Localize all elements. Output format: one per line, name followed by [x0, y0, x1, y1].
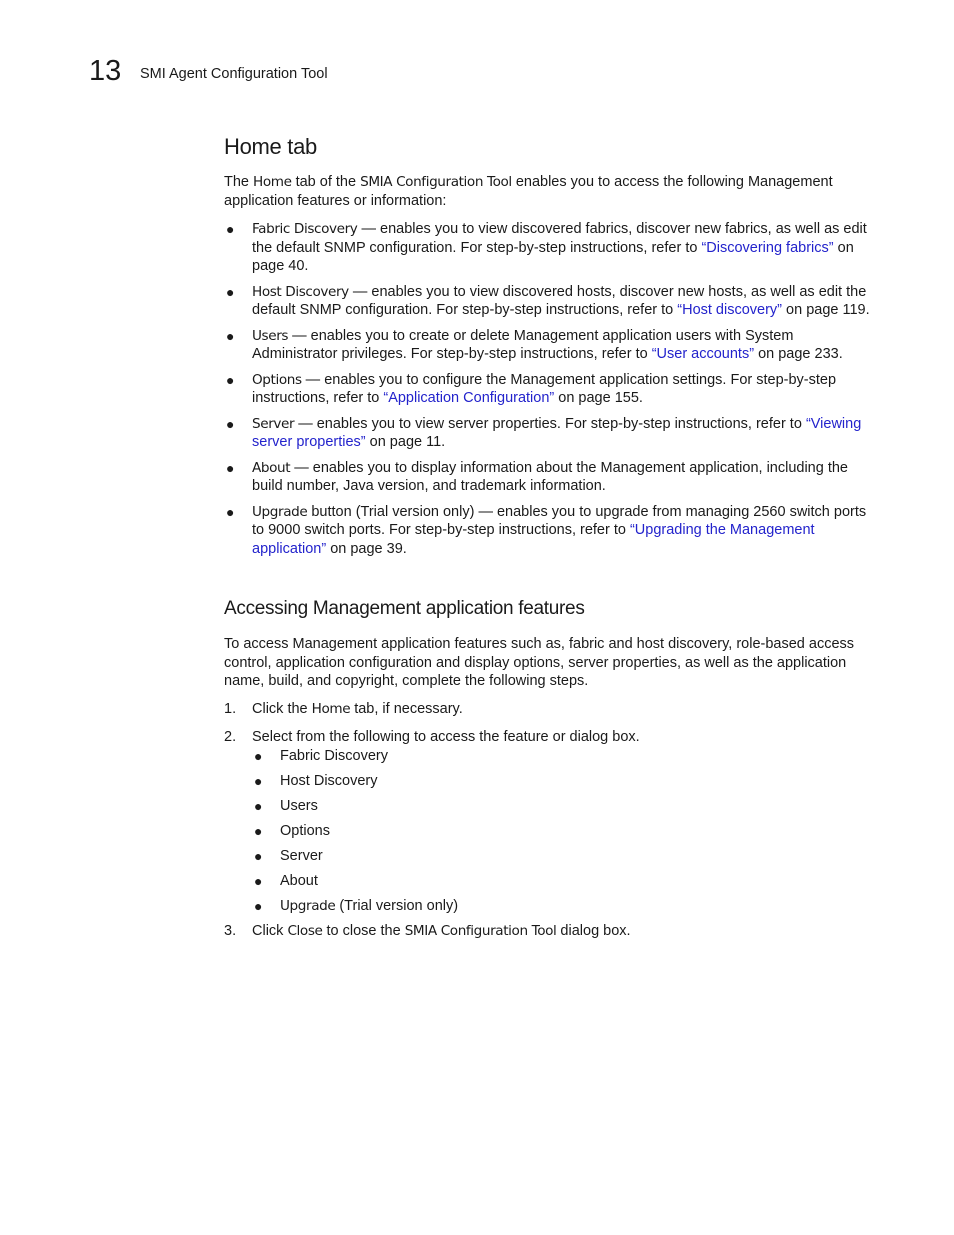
bullet-icon: ●	[226, 221, 235, 237]
list-item: ● Upgrade (Trial version only)	[254, 897, 459, 914]
home-tab-heading: Home tab	[224, 134, 317, 159]
link-user-accounts[interactable]: “User accounts”	[651, 346, 755, 363]
list-item: ● Fabric Discovery — enables you to view discovered fabrics, discover new fabrics, as well as edit the default SNMP configuration. For step-by-step instructions, refer to “Discovering fabrics” on page 40.	[226, 221, 867, 275]
bullet-icon: ●	[254, 847, 263, 864]
home-tab-feature-list	[224, 220, 870, 565]
steps-list	[224, 700, 870, 940]
list-item: ● Options — enables you to configure the Management application settings. For step-by-step instructions, refer to “Application Configuration” on page 155.	[226, 371, 837, 407]
list-item: ● Server — enables you to view server properties. For step-by-step instructions, refer to “Viewing server properties” on page 11.	[226, 415, 862, 451]
step-item: 3. Click Close to close the SMIA Configuration Tool dialog box.	[224, 922, 631, 939]
list-item: ● Fabric Discovery	[254, 747, 388, 764]
list-item: ● Options	[254, 822, 330, 839]
accessing-features-heading: Accessing Management application features	[224, 598, 585, 619]
bullet-icon: ●	[226, 371, 235, 388]
step-item: 2. Select from the following to access the feature or dialog box. ● Fabric Discovery ● Host Discovery ● Users ● Options ● Server ● About ● Upgrade (Trial version only)	[224, 728, 870, 915]
bullet-icon: ●	[226, 283, 235, 300]
list-item: ● Server	[254, 847, 323, 864]
link-discovering-fabrics[interactable]: “Discovering fabrics”	[701, 239, 834, 256]
link-viewing-server-properties[interactable]: “Viewing server properties”	[252, 415, 862, 451]
chapter-title: SMI Agent Configuration Tool	[140, 66, 328, 82]
bullet-icon: ●	[254, 897, 263, 914]
bullet-icon: ●	[254, 747, 263, 764]
link-host-discovery[interactable]: “Host discovery”	[677, 302, 783, 319]
home-tab-intro: The Home tab of the SMIA Configuration Tool enables you to access the following Management application features or information:	[224, 174, 833, 209]
bullet-icon: ●	[226, 503, 235, 520]
list-item: ● Users	[254, 797, 318, 814]
bullet-icon: ●	[226, 459, 235, 476]
list-item: ● About	[254, 872, 318, 889]
accessing-intro: To access Management application features such as, fabric and host discovery, role-based access control, application configuration and display options, server properties, as well as the application name, build, and copyright, complete the following steps.	[224, 636, 855, 690]
list-item: ● Upgrade button (Trial version only) — enables you to upgrade from managing 2560 switch ports to 9000 switch ports. For step-by-step instructions, refer to “Upgrading the Management application” on page 39.	[226, 503, 867, 558]
bullet-icon: ●	[226, 327, 235, 344]
bullet-icon: ●	[254, 797, 263, 814]
list-item: ● About — enables you to display information about the Management application, including the build number, Java version, and trademark information.	[226, 459, 848, 495]
list-item: ● Users — enables you to create or delete Management application users with System Administrator privileges. For step-by-step instructions, refer to “User accounts” on page 233.	[226, 327, 843, 363]
link-application-configuration[interactable]: “Application Configuration”	[383, 390, 555, 407]
chapter-number: 13	[89, 55, 122, 87]
list-item: ● Host Discovery — enables you to view discovered hosts, discover new hosts, as well as edit the default SNMP configuration. For step-by-step instructions, refer to “Host discovery” on page 119.	[226, 283, 870, 319]
feature-sub-list	[252, 747, 870, 916]
bullet-icon: ●	[226, 415, 235, 432]
bullet-icon: ●	[254, 822, 263, 839]
step-item: 1. Click the Home tab, if necessary.	[224, 701, 463, 717]
link-upgrading-management-application[interactable]: “Upgrading the Management application”	[252, 522, 815, 558]
bullet-icon: ●	[254, 872, 263, 889]
list-item: ● Host Discovery	[254, 772, 378, 789]
bullet-icon: ●	[254, 772, 263, 789]
